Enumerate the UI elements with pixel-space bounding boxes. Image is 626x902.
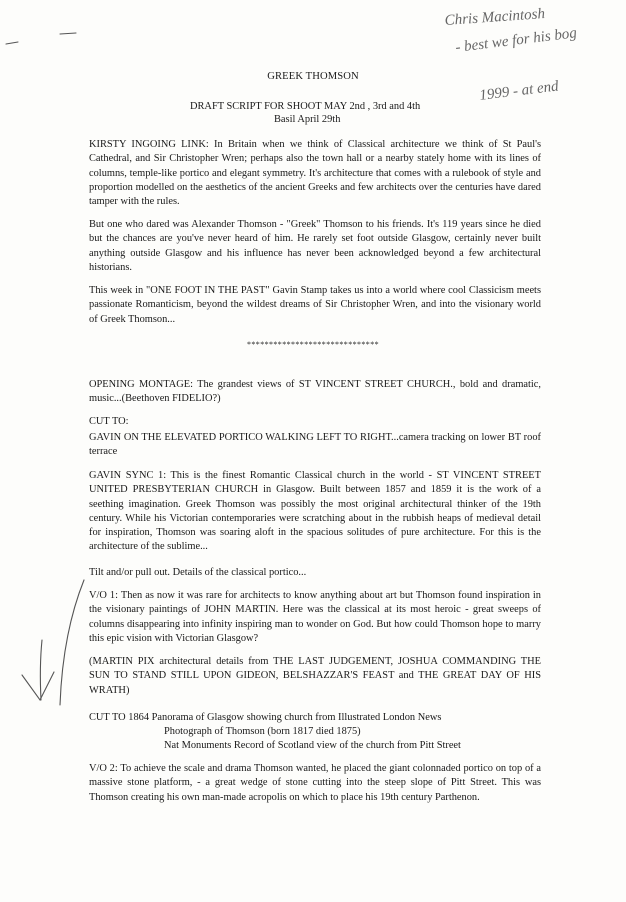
note-line-2: - best we for his bog [454, 25, 578, 56]
pencil-dash-mark [60, 33, 76, 34]
thomson-intro-paragraph: But one who dared was Alexander Thomson - "Greek" Thomson to his friends. It's 119 years since he died but the chances are you've never heard of him. He rarely set foot outside Glasgow, certainly never built anything outside Glasgow and his influence has never been acknowledged beyond a few architectural historians. [89, 219, 541, 273]
voiceover-2-paragraph: V/O 2: To achieve the scale and drama Thomson wanted, he placed the giant colonnaded portico on top of a massive stone platform, - a great wedge of stone cutting into the steep slope of Pitt Street. This was Thomson creating his own man-made acropolis on which to place his 19th century Parthenon. [89, 763, 541, 803]
note-line-1: Chris Macintosh [444, 6, 546, 29]
cut-to-label: CUT TO: [89, 416, 129, 427]
monuments-record-line: Nat Monuments Record of Scotland view of the church from Pitt Street [164, 740, 461, 751]
cut-to-paragraph: GAVIN ON THE ELEVATED PORTICO WALKING LEFT TO RIGHT...camera tracking on lower BT roof terrace [89, 432, 541, 458]
tilt-direction: Tilt and/or pull out. Details of the classical portico... [89, 567, 307, 578]
subtitle-shoot-dates: DRAFT SCRIPT FOR SHOOT MAY 2nd , 3rd and 4th [190, 101, 421, 112]
note-line-3: 1999 - at end [478, 78, 560, 104]
martin-pix-paragraph: (MARTIN PIX architectural details from THE LAST JUDGEMENT, JOSHUA COMMANDING THE SUN TO STAND STILL UPON GIDEON, BELSHAZZAR'S FEAST and THE GREAT DAY OF HIS WRATH) [89, 656, 541, 696]
gavin-sync-paragraph: GAVIN SYNC 1: This is the finest Romantic Classical church in the world - ST VINCENT STREET UNITED PRESBYTERIAN CHURCH in Glasgow. Built between 1857 and 1859 it is the work of a seething imagination. Greek Thomson was possibly the most original architectural thinker of the 19th century. While his Victorian contemporaries were scratching about in the rubbish heaps of medieval detail for inspiration, Thomson was soaring aloft in the spacious solitudes of pure architecture. For this is the architecture of the sublime... [89, 470, 541, 553]
pencil-dash-mark [6, 42, 18, 44]
series-intro-paragraph: This week in "ONE FOOT IN THE PAST" Gavin Stamp takes us into a world where cool Classicism meets passionate Romanticism, beyond the wildest dreams of Sir Christopher Wren, and into the visionary world of Greek Thomson... [89, 285, 541, 325]
subtitle-author-date: Basil April 29th [274, 114, 341, 125]
section-divider: ****************************** [247, 340, 379, 349]
photo-line: Photograph of Thomson (born 1817 died 1875) [164, 726, 361, 737]
voiceover-1-paragraph: V/O 1: Then as now it was rare for architects to know anything about art but Thomson found inspiration in the visionary paintings of JOHN MARTIN. Here was the classical at its most heroic - great sweeps of columns disappearing into infinity inspiring man to wonder on God. But how could Thomson hope to marry this epic vision with Victorian Glasgow? [89, 590, 541, 644]
cut-1864-line: CUT TO 1864 Panorama of Glasgow showing church from Illustrated London News [89, 712, 442, 723]
margin-bracket-line [60, 580, 84, 705]
document-title: GREEK THOMSON [267, 71, 359, 82]
margin-arrow-head [22, 672, 54, 700]
kirsty-intro-paragraph: KIRSTY INGOING LINK: In Britain when we think of Classical architecture we think of St Paul's Cathedral, and Sir Christopher Wren; perhaps also the town hall or a nearby stately home with its lines of columns, temple-like portico and elegant symmetry. It's architecture that comes with a rulebook of style and proportion modelled on the aesthetics of the ancient Greeks and few architects over the centuries have dared tamper with the rules. [89, 139, 541, 208]
opening-montage-paragraph: OPENING MONTAGE: The grandest views of ST VINCENT STREET CHURCH., bold and dramatic, music...(Beethoven FIDELIO?) [89, 379, 541, 405]
margin-arrow-shaft [40, 640, 42, 700]
